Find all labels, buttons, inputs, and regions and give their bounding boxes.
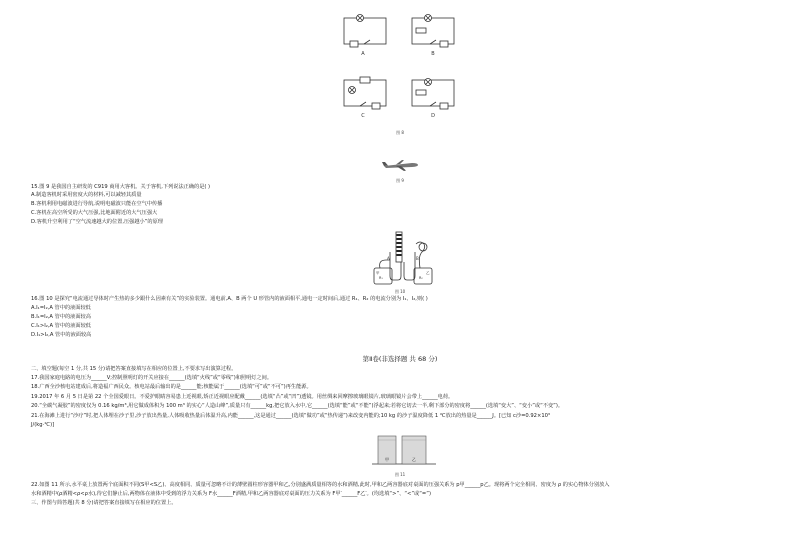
q16-option-a: A.I₁=I₂,A 管中的液面较低 — [31, 305, 91, 311]
q18: 18.广西全沙核电站建成后,将造福广西民众。核电站最后输出的是______能;核能属于______(选填“可”或“不可”)再生能源。 — [31, 384, 312, 390]
q16-option-b: B.I₁=I₂,A 管中的液面较高 — [31, 314, 91, 320]
q21-line1: 21.在海滩上进行“沙疗”时,把人体埋在沙子里,沙子放出热量,人体吸收热量后体温升高,内能______,这是通过______(选填“做功”或“热传递”)来改变内能的;10 kg 的沙子温度降低 1 ℃放出的热量是______J。[已知 c沙=0.92×10³ — [31, 413, 551, 419]
circuit-label-a: A — [361, 51, 365, 57]
part3-section-heading: 三、作图与简答题(共 8 分)请把答案直接填写在相应的位置上。 — [31, 500, 177, 506]
circuit-a — [344, 15, 386, 48]
q19: 19.2017 年 6 月 5 日是第 22 个全国爱眼日。不爱护眼睛容易患上近视眼,矫正近视眼应配戴______(选填“凸”或“凹”)透镜。用丝绸来回摩擦玻璃眼镜片,玻璃眼镜片会带上______电荷。 — [31, 394, 454, 400]
q21-line2: J/(kg·℃)] — [31, 422, 55, 428]
q16-option-c: C.I₁>I₂,A 管中的液面较低 — [31, 323, 91, 329]
circuit-d — [412, 79, 454, 110]
fig10-label-a: A — [387, 256, 390, 261]
q15-option-a: A.制造客机时采用密度大的材料,可以减轻其质量 — [31, 192, 142, 198]
q15-option-c: C.客机在高空所受的大气压强,比地面附近的大气压强大 — [31, 210, 158, 216]
fig10-tag-left: 甲 — [376, 271, 380, 275]
fig10-label-r2: R₂ — [419, 276, 423, 280]
circuit-c — [344, 77, 386, 109]
q16-stem: 16.图 10 是探究“电流通过导体时产生热的多少跟什么因素有关”的实验装置。通电前,A、B 两个 U 形管内的液面相平,通电一定时间后,通过 R₁、R₂ 的电流分别为 I₁、I₂,则( ) — [31, 296, 428, 302]
q15-option-d: D.客机升空利用了“空气流速越大的位置,压强越小”的原理 — [31, 219, 163, 225]
circuit-label-c: C — [361, 113, 365, 119]
q16-option-d: D.I₁>I₂,A 管中的液面较高 — [31, 332, 92, 338]
figure-10-apparatus — [368, 230, 440, 288]
part2-title: 第Ⅱ卷(非选择题 共 68 分) — [362, 355, 438, 363]
q17: 17.我国家庭电路的电压为______V;控制照明灯的开关应接在______(选填“火线”或“零线”)和照明灯之间。 — [31, 375, 273, 381]
airplane-icon — [382, 158, 420, 172]
circuit-b — [412, 15, 454, 48]
q22-line1: 22.如图 11 所示,水平桌上放置两个底面积不同(S甲<S乙)、高度相同、质量可忽略不计的薄壁圆柱形容器甲和乙,分别盛满质量相等的水和酒精,此时,甲和乙两容器底对桌面的压强关系为 p甲______p乙。现将两个完全相同、密度为 ρ 的实心物体分别放入 — [31, 482, 610, 488]
q15-option-b: B.客机利用电磁波进行导航,说明电磁波只能在空气中传播 — [31, 201, 163, 207]
figure-8-caption: 图 8 — [396, 130, 404, 135]
fig10-label-r1: R₁ — [379, 276, 383, 280]
fig11-label-right: 乙 — [412, 457, 416, 462]
fig10-label-b: B — [416, 256, 419, 261]
circuit-label-d: D — [431, 113, 435, 119]
figure-8-circuits — [330, 10, 470, 145]
figure-11-containers — [372, 430, 436, 470]
circuit-label-b: B — [431, 51, 435, 57]
figure-11-caption: 图 11 — [394, 472, 406, 477]
q15-stem: 15.图 9 是我国自主研发的 C919 商用大客机。关于客机,下列说法正确的是( ) — [31, 184, 211, 190]
figure-10-caption: 图 10 — [394, 289, 406, 294]
fig11-label-left: 甲 — [385, 457, 389, 462]
fig10-tag-right: 乙 — [426, 271, 430, 275]
part2-section-heading: 二、填空题(每空 1 分,共 15 分)请把答案直接填写在相应的位置上,不要求写出演算过程。 — [31, 366, 237, 372]
figure-9-caption: 图 9 — [396, 178, 404, 183]
q22-line2: 水和酒精中(ρ酒精<ρ<ρ水),待它们静止后,两物体在液体中受到的浮力关系为 F水______F酒精,甲和乙两容器底对桌面的压力关系为 F甲′______F乙′。(均选填“>”、“<”或“=”) — [31, 491, 431, 497]
q20: 20.“全碳气凝胶”的密度仅为 0.16 kg/m³,用它做成体积为 100 m³ 的实心“人造山峰”,质量只有______kg,把它放入水中,它______(选填“能”或“不能”)浮起来;若将它切去一半,剩下部分的密度将______(选填“变大”、“变小”或“不变”)。 — [31, 403, 564, 409]
